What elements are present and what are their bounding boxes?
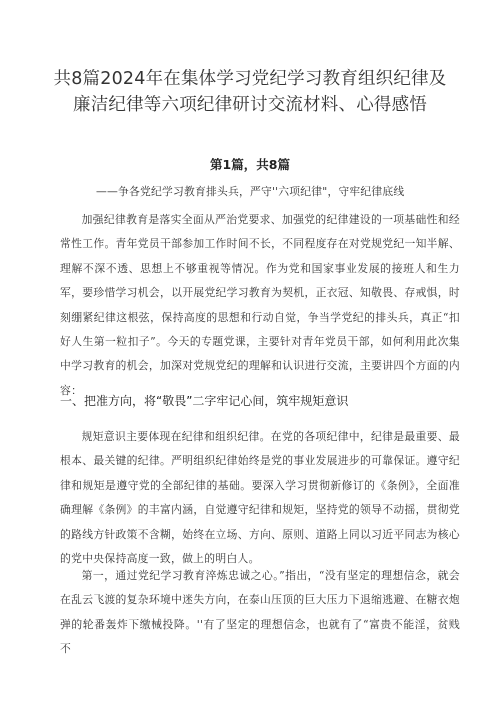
section-1-paragraph: 规矩意识主要体现在纪律和组织纪律。在党的各项纪律中，纪律是最重要、最根本、最关键的纪律。严明组织纪律始终是党的事业发展进步的可靠保证。遵守纪律和规矩是遵守党的全部纪律的基础。要深入学习贯彻新修订的《条例》，全面准确理解《条例》的丰富内涵，自觉遵守纪律和规矩，坚持党的领导不动摇，贯彻党的路线方针政策不含糊，始终在立场、方向、原则、道路上同以习近平同志为核心的党中央保持高度一致，做上的明白人。: [60, 430, 460, 566]
document-title-line-2: 廉洁纪律等六项纪律研讨交流材料、心得感悟: [73, 95, 427, 115]
document-title-line-1: 共8篇2024年在集体学习党纪学习教育组织纪律及: [53, 69, 447, 89]
chapter-label: 第1篇，共8篇: [210, 157, 290, 172]
section-heading-1: 一、把准方向，将“敬畏”二字牢记心间，筑牢规矩意识: [60, 394, 349, 408]
intro-paragraph: 加强纪律教育是落实全面从严治党要求、加强党的纪律建设的一项基础性和经常性工作。青年党员干部参加工作时间不长，不同程度存在对党规党纪一知半解、理解不深不透、思想上不够重视等情况。作为党和国家事业发展的接班人和生力军，要珍惜学习机会，以开展党纪学习教育为契机，正衣冠、知敬畏、存戒惧，时刻绷紧纪律这根弦，保持高度的思想和行动自觉，争当学党纪的排头兵，真正“扣好人生第一粒扣子”。今天的专题党课，主要针对青年党员干部，如何利用此次集中学习教育的机会，加深对党规党纪的理解和认识进行交流，主要讲四个方面的内容：: [60, 213, 460, 397]
document-subtitle: ——争各党纪学习教育排头兵，严守''六项纪律"，守牢纪律底线: [96, 185, 405, 198]
section-1-point-1-paragraph: 第一，通过党纪学习教育淬炼忠诚之心。”指出，“没有坚定的理想信念，就会在乱云飞渡的复杂环境中迷失方向，在泰山压顶的巨大压力下退缩逃避、在糖衣炮弹的轮番轰炸下缴械投降。''有了坚定的理想信念，也就有了“富贵不能淫，贫贱不: [60, 569, 460, 656]
